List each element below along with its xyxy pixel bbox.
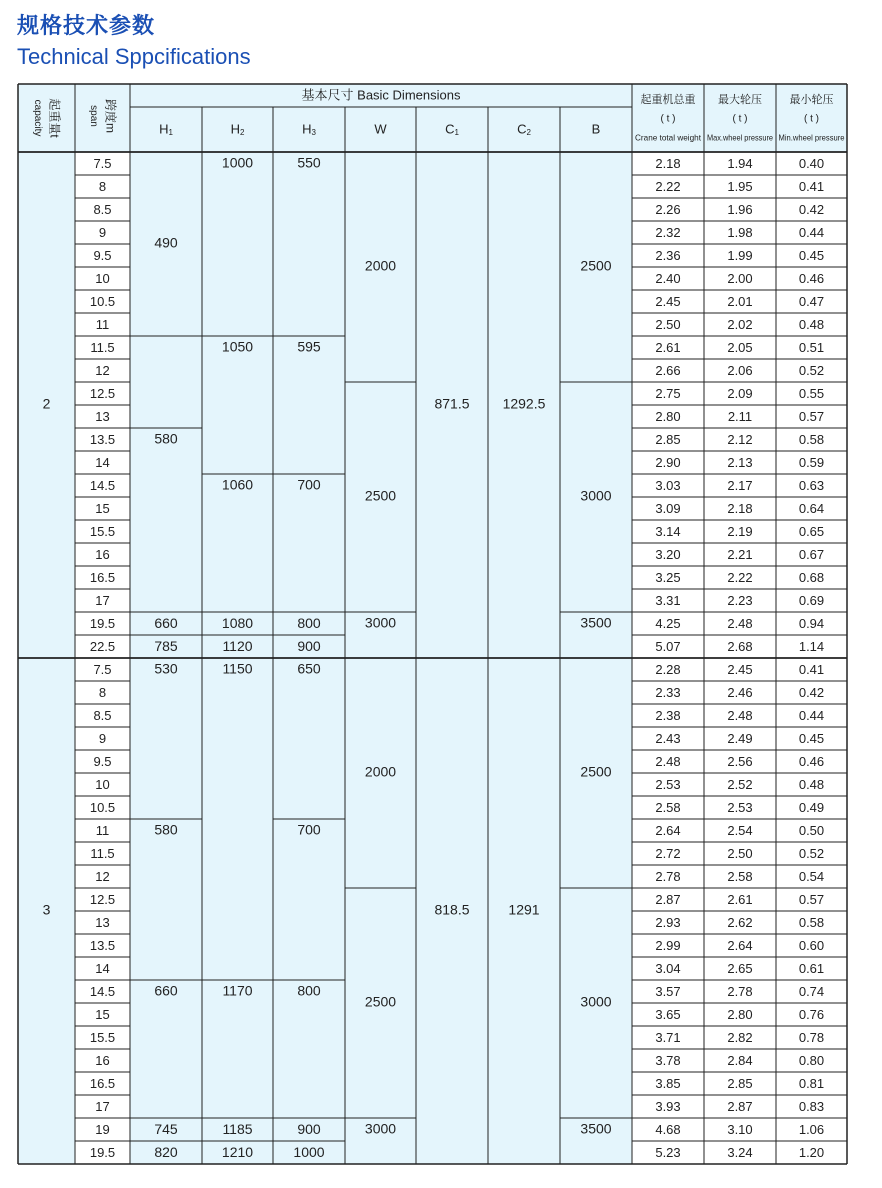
- span-value: 12: [95, 868, 110, 884]
- total-weight-value: 2.72: [655, 845, 681, 861]
- min-pressure-value: 0.59: [798, 454, 825, 470]
- min-pressure-value: 0.49: [798, 799, 825, 815]
- min-pressure-value: 0.52: [798, 362, 825, 378]
- total-weight-value: 2.78: [655, 868, 681, 884]
- dim-value-h1: 530: [154, 660, 178, 677]
- min-pressure-value: 0.63: [798, 477, 825, 493]
- max-pressure-value: 2.45: [727, 661, 753, 677]
- total-weight-value: 3.57: [655, 983, 681, 999]
- total-weight-value: 2.90: [655, 454, 681, 470]
- total-weight-value: 2.93: [655, 914, 681, 930]
- dim-value-w: 3000: [364, 1120, 397, 1137]
- total-weight-value: 3.03: [655, 477, 681, 493]
- dim-value-b: 3000: [580, 993, 612, 1010]
- span-value: 10.5: [89, 799, 116, 815]
- span-value: 7.5: [93, 661, 112, 677]
- min-pressure-value: 0.76: [798, 1006, 825, 1022]
- max-pressure-value: 2.48: [727, 707, 753, 723]
- span-value: 19: [95, 1121, 110, 1137]
- max-pressure-value: 2.12: [727, 431, 753, 447]
- min-pressure-value: 0.61: [798, 960, 825, 976]
- max-pressure-header-cn: 最大轮压: [718, 93, 762, 106]
- total-weight-value: 2.43: [655, 730, 681, 746]
- span-value: 14.5: [89, 983, 116, 999]
- dim-value-h3: 550: [297, 154, 321, 171]
- min-pressure-value: 0.46: [798, 753, 825, 769]
- span-value: 11: [95, 822, 110, 838]
- total-weight-value: 3.25: [655, 569, 681, 585]
- min-pressure-value: 0.51: [798, 339, 825, 355]
- min-pressure-value: 0.47: [798, 293, 825, 309]
- min-pressure-value: 0.44: [798, 224, 825, 240]
- min-pressure-value: 0.45: [798, 730, 825, 746]
- span-value: 16.5: [89, 1075, 116, 1091]
- dim-header-b: B: [591, 121, 601, 137]
- total-weight-value: 2.28: [655, 661, 681, 677]
- weight-header-unit: ( t ): [660, 113, 676, 125]
- dim-value-h3: 1000: [293, 1144, 325, 1161]
- max-pressure-value: 2.02: [727, 316, 753, 332]
- total-weight-value: 3.31: [655, 592, 681, 608]
- min-pressure-value: 1.06: [798, 1121, 825, 1137]
- min-pressure-value: 1.14: [798, 638, 825, 654]
- min-pressure-value: 0.65: [798, 523, 825, 539]
- weight-header-en: Crane total weight: [635, 132, 702, 143]
- dim-header-c1: $C_1$: [445, 121, 459, 138]
- dim-value-w: 2500: [364, 993, 397, 1010]
- dim-value-b: 2500: [580, 257, 612, 274]
- total-weight-value: 2.40: [655, 270, 681, 286]
- max-pressure-value: 2.00: [727, 270, 753, 286]
- min-pressure-value: 0.45: [798, 247, 825, 263]
- max-pressure-value: 2.64: [727, 937, 753, 953]
- max-pressure-value: 2.23: [727, 592, 753, 608]
- span-value: 14: [95, 960, 110, 976]
- max-pressure-value: 3.24: [727, 1144, 753, 1160]
- dim-value-c2: 1291: [508, 901, 540, 918]
- dim-value-h3: 900: [297, 638, 321, 655]
- dim-value-h1: 820: [154, 1144, 178, 1161]
- max-pressure-value: 2.78: [727, 983, 753, 999]
- total-weight-value: 2.80: [655, 408, 681, 424]
- min-pressure-value: 0.78: [798, 1029, 825, 1045]
- min-pressure-value: 0.80: [798, 1052, 825, 1068]
- dim-value-h3: 800: [297, 982, 321, 999]
- dim-value-w: 2500: [364, 487, 397, 504]
- total-weight-value: 2.22: [655, 178, 681, 194]
- dim-header-subscript: 2: [526, 128, 531, 138]
- span-value: 16: [95, 546, 110, 562]
- total-weight-value: 2.99: [655, 937, 681, 953]
- min-pressure-header-cn: 最小轮压: [789, 93, 834, 106]
- min-pressure-value: 0.52: [798, 845, 825, 861]
- max-pressure-value: 2.01: [727, 293, 753, 309]
- dim-header-h1: $H_1$: [159, 121, 173, 138]
- min-pressure-value: 0.60: [798, 937, 825, 953]
- page-title-english: Technical Sppcifications: [17, 44, 251, 69]
- total-weight-value: 3.93: [655, 1098, 681, 1114]
- max-pressure-value: 1.98: [727, 224, 753, 240]
- min-pressure-value: 1.20: [798, 1144, 825, 1160]
- total-weight-value: 4.25: [655, 615, 681, 631]
- dim-header-w: W: [374, 121, 387, 137]
- dim-value-h3: 700: [297, 821, 321, 838]
- total-weight-value: 3.71: [655, 1029, 681, 1045]
- dim-value-h1: 660: [154, 615, 178, 632]
- dim-value-h2: 1170: [222, 982, 253, 999]
- dim-value-b: 3500: [580, 614, 612, 631]
- span-value: 22.5: [89, 638, 116, 654]
- max-pressure-value: 2.84: [727, 1052, 753, 1068]
- min-pressure-value: 0.67: [798, 546, 825, 562]
- dim-value-h2: 1060: [221, 476, 254, 493]
- min-pressure-value: 0.58: [798, 914, 825, 930]
- span-value: 14.5: [89, 477, 116, 493]
- min-pressure-value: 0.55: [798, 385, 825, 401]
- total-weight-value: 2.58: [655, 799, 681, 815]
- total-weight-value: 3.20: [655, 546, 681, 562]
- span-value: 12: [95, 362, 110, 378]
- dim-value-h1: 785: [154, 638, 178, 655]
- max-pressure-value: 1.94: [727, 155, 753, 171]
- dim-header-h3: $H_3$: [302, 121, 316, 138]
- max-pressure-value: 2.58: [727, 868, 753, 884]
- span-value: 10: [95, 270, 110, 286]
- total-weight-value: 2.87: [655, 891, 681, 907]
- max-pressure-value: 2.19: [727, 523, 753, 539]
- span-value: 9.5: [93, 247, 112, 263]
- max-pressure-value: 2.13: [727, 454, 753, 470]
- span-value: 8.5: [93, 201, 112, 217]
- span-value: 10: [95, 776, 110, 792]
- dim-value-h1: 745: [154, 1121, 178, 1138]
- total-weight-value: 2.38: [655, 707, 681, 723]
- max-pressure-value: 1.99: [727, 247, 753, 263]
- dim-value-h1: 580: [154, 430, 178, 447]
- dim-value-w: 3000: [364, 614, 397, 631]
- min-pressure-value: 0.40: [798, 155, 825, 171]
- span-value: 13: [95, 914, 110, 930]
- dim-value-w: 2000: [364, 257, 397, 274]
- dim-header-c2: $C_2$: [517, 121, 531, 138]
- min-pressure-value: 0.68: [798, 569, 825, 585]
- span-value: 19.5: [89, 615, 116, 631]
- total-weight-value: 2.36: [655, 247, 681, 263]
- total-weight-value: 3.04: [655, 960, 681, 976]
- total-weight-value: 2.18: [655, 155, 681, 171]
- dim-value-w: 2000: [364, 763, 397, 780]
- dim-header-subscript: 3: [311, 128, 316, 138]
- max-pressure-value: 2.80: [727, 1006, 753, 1022]
- min-pressure-value: 0.83: [798, 1098, 825, 1114]
- max-pressure-value: 2.48: [727, 615, 753, 631]
- total-weight-value: 2.32: [655, 224, 681, 240]
- max-pressure-value: 3.10: [727, 1121, 753, 1137]
- total-weight-value: 3.09: [655, 500, 681, 516]
- max-pressure-value: 2.50: [727, 845, 753, 861]
- min-pressure-value: 0.41: [798, 178, 825, 194]
- max-pressure-value: 2.09: [727, 385, 753, 401]
- max-pressure-value: 1.95: [727, 178, 753, 194]
- max-pressure-value: 2.85: [727, 1075, 753, 1091]
- dim-value-b: 3000: [580, 487, 612, 504]
- min-pressure-value: 0.48: [798, 776, 825, 792]
- span-value: 15: [95, 1006, 110, 1022]
- basic-dimensions-header: 基本尺寸 Basic Dimensions: [301, 87, 461, 103]
- page-title-chinese: 规格技术参数: [17, 14, 156, 39]
- total-weight-value: 4.68: [655, 1121, 681, 1137]
- min-pressure-value: 0.64: [798, 500, 825, 516]
- span-value: 8: [98, 178, 107, 194]
- dim-value-h1: 660: [154, 982, 178, 999]
- span-value: 9: [98, 224, 107, 240]
- total-weight-value: 2.66: [655, 362, 681, 378]
- max-pressure-value: 2.52: [727, 776, 753, 792]
- span-header-cn: 跨度m: [103, 99, 118, 133]
- weight-header-cn: 起重机总重: [640, 93, 696, 106]
- min-pressure-value: 0.42: [798, 201, 825, 217]
- dim-value-b: 3500: [580, 1120, 612, 1137]
- span-value: 14: [95, 454, 110, 470]
- min-pressure-value: 0.54: [798, 868, 825, 884]
- dim-value-h2: 1000: [221, 154, 254, 171]
- span-value: 11.5: [90, 339, 115, 355]
- dim-header-subscript: 1: [168, 128, 173, 138]
- dim-value-h3: 700: [297, 476, 321, 493]
- min-pressure-value: 0.41: [798, 661, 825, 677]
- min-pressure-value: 0.46: [798, 270, 825, 286]
- dim-value-c1: 871.5: [434, 395, 470, 412]
- capacity-value: 2: [42, 395, 51, 412]
- max-pressure-value: 2.65: [727, 960, 753, 976]
- min-pressure-value: 0.57: [798, 891, 825, 907]
- span-value: 9.5: [93, 753, 112, 769]
- span-header-en: span: [87, 105, 99, 127]
- min-pressure-value: 0.42: [798, 684, 825, 700]
- max-pressure-value: 2.82: [727, 1029, 753, 1045]
- dim-header-h2: $H_2$: [230, 121, 245, 138]
- total-weight-value: 2.45: [655, 293, 681, 309]
- min-pressure-value: 0.58: [798, 431, 825, 447]
- span-value: 7.5: [93, 155, 112, 171]
- span-value: 17: [95, 1098, 110, 1114]
- dim-value-h1: 580: [154, 821, 178, 838]
- span-value: 19.5: [89, 1144, 116, 1160]
- max-pressure-value: 2.11: [727, 408, 753, 424]
- max-pressure-value: 2.62: [727, 914, 753, 930]
- max-pressure-value: 1.96: [727, 201, 753, 217]
- total-weight-value: 3.85: [655, 1075, 681, 1091]
- span-value: 17: [95, 592, 110, 608]
- dim-header-subscript: 1: [454, 128, 459, 138]
- dim-value-h2: 1050: [221, 338, 254, 355]
- total-weight-value: 2.50: [655, 316, 681, 332]
- span-value: 16: [95, 1052, 110, 1068]
- max-pressure-value: 2.56: [727, 753, 753, 769]
- max-pressure-value: 2.17: [727, 477, 753, 493]
- dim-value-h3: 800: [297, 615, 321, 632]
- span-value: 8: [98, 684, 107, 700]
- span-value: 11: [95, 316, 110, 332]
- max-pressure-value: 2.18: [727, 500, 753, 516]
- capacity-value: 3: [42, 901, 51, 918]
- dim-header-subscript: 2: [239, 128, 245, 138]
- dim-value-h1: 490: [154, 234, 178, 251]
- dim-value-h2: 1185: [222, 1121, 253, 1138]
- total-weight-value: 3.14: [655, 523, 681, 539]
- dim-value-h2: 1150: [222, 660, 253, 677]
- min-pressure-value: 0.94: [798, 615, 825, 631]
- span-value: 12.5: [89, 385, 116, 401]
- dim-value-h2: 1120: [222, 638, 253, 655]
- dim-value-h3: 900: [297, 1121, 321, 1138]
- total-weight-value: 2.53: [655, 776, 681, 792]
- capacity-header-en: capacity: [31, 99, 43, 137]
- max-pressure-value: 2.61: [727, 891, 753, 907]
- total-weight-value: 5.23: [655, 1144, 681, 1160]
- max-pressure-value: 2.22: [727, 569, 753, 585]
- max-pressure-value: 2.53: [727, 799, 753, 815]
- total-weight-value: 3.65: [655, 1006, 681, 1022]
- min-pressure-value: 0.69: [798, 592, 825, 608]
- max-pressure-header-en: Max.wheel pressure: [707, 132, 774, 143]
- min-pressure-value: 0.50: [798, 822, 825, 838]
- span-value: 10.5: [89, 293, 116, 309]
- max-pressure-value: 2.54: [727, 822, 753, 838]
- total-weight-value: 3.78: [655, 1052, 681, 1068]
- total-weight-value: 5.07: [655, 638, 681, 654]
- min-pressure-header-en: Min.wheel pressure: [778, 132, 845, 143]
- max-pressure-value: 2.49: [727, 730, 753, 746]
- span-value: 13.5: [89, 937, 116, 953]
- dim-value-h2: 1210: [221, 1144, 254, 1161]
- span-value: 15.5: [89, 523, 116, 539]
- max-pressure-value: 2.46: [727, 684, 753, 700]
- span-value: 15: [95, 500, 110, 516]
- min-pressure-value: 0.44: [798, 707, 825, 723]
- total-weight-value: 2.85: [655, 431, 681, 447]
- min-pressure-value: 0.48: [798, 316, 825, 332]
- span-value: 16.5: [89, 569, 116, 585]
- span-value: 12.5: [89, 891, 116, 907]
- total-weight-value: 2.75: [655, 385, 681, 401]
- dim-value-h3: 595: [297, 338, 321, 355]
- total-weight-value: 2.61: [655, 339, 681, 355]
- capacity-header-cn: 起重量t: [47, 98, 62, 138]
- total-weight-value: 2.26: [655, 201, 681, 217]
- max-pressure-value: 2.87: [727, 1098, 753, 1114]
- dim-value-h3: 650: [297, 660, 321, 677]
- max-pressure-value: 2.21: [727, 546, 753, 562]
- span-value: 13: [95, 408, 110, 424]
- dim-value-c2: 1292.5: [502, 395, 546, 412]
- max-pressure-value: 2.05: [727, 339, 753, 355]
- span-value: 9: [98, 730, 107, 746]
- span-value: 11.5: [90, 845, 115, 861]
- max-pressure-header-unit: ( t ): [732, 113, 748, 125]
- dim-value-h2: 1080: [221, 615, 254, 632]
- total-weight-value: 2.48: [655, 753, 681, 769]
- min-pressure-header-unit: ( t ): [804, 113, 819, 125]
- span-value: 8.5: [93, 707, 112, 723]
- dim-value-c1: 818.5: [434, 901, 470, 918]
- max-pressure-value: 2.68: [727, 638, 753, 654]
- dim-value-b: 2500: [580, 763, 612, 780]
- span-value: 15.5: [89, 1029, 116, 1045]
- span-value: 13.5: [89, 431, 116, 447]
- total-weight-value: 2.64: [655, 822, 681, 838]
- min-pressure-value: 0.81: [798, 1075, 825, 1091]
- min-pressure-value: 0.57: [798, 408, 825, 424]
- max-pressure-value: 2.06: [727, 362, 753, 378]
- total-weight-value: 2.33: [655, 684, 681, 700]
- min-pressure-value: 0.74: [798, 983, 825, 999]
